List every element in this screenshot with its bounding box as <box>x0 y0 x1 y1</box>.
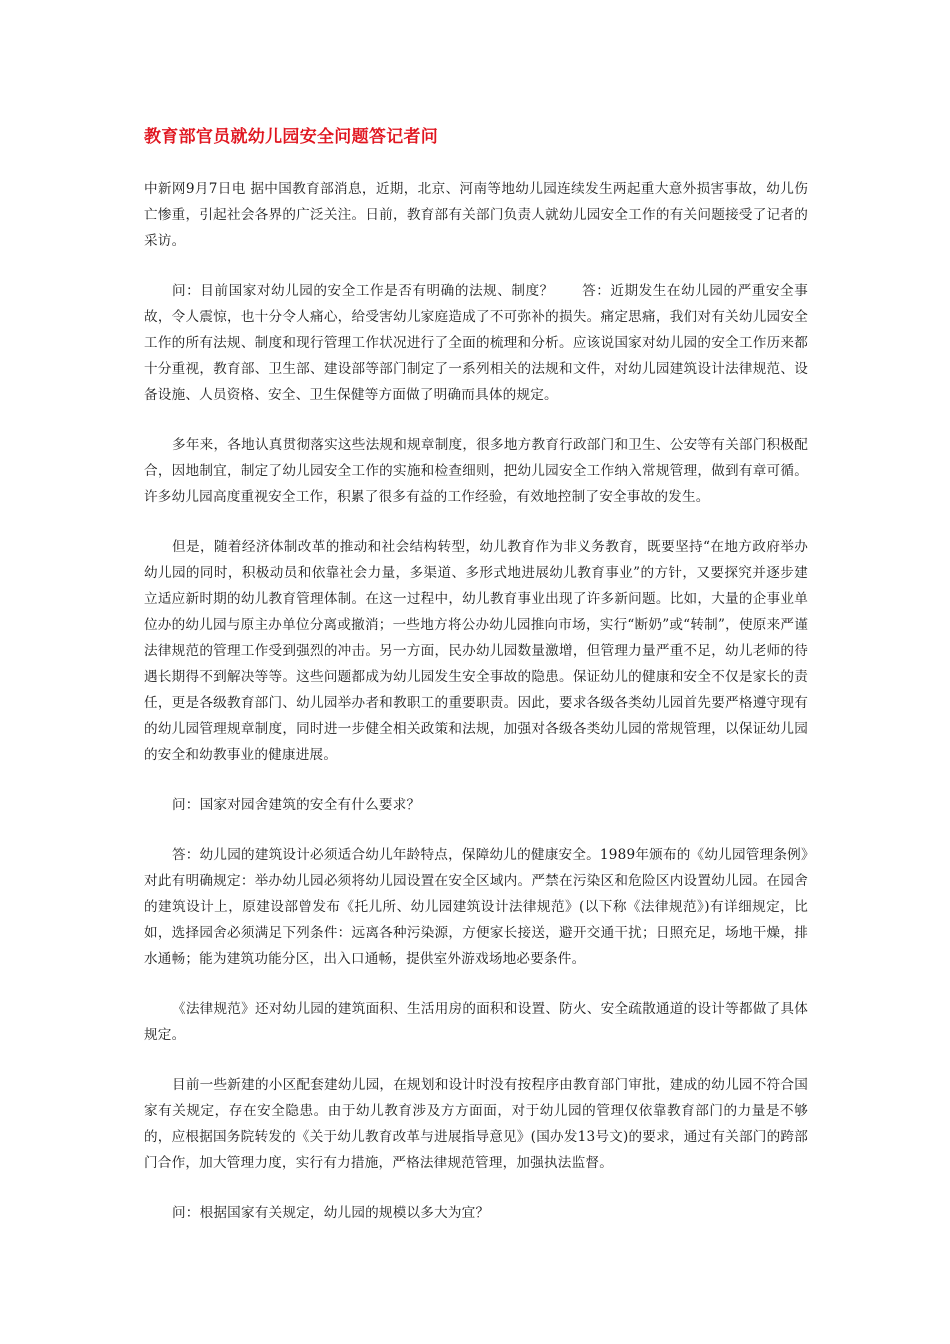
article-title: 教育部官员就幼儿园安全问题答记者问 <box>144 127 439 147</box>
paragraph-implementation: 多年来，各地认真贯彻落实这些法规和规章制度，很多地方教育行政部门和卫生、公安等有关部门积极配合，因地制宜，制定了幼儿园安全工作的实施和检查细则，把幼儿园安全工作纳入常规管理，做到有章可循。许多幼儿园高度重视安全工作，积累了很多有益的工作经验，有效地控制了安全事故的发生。 <box>144 437 808 505</box>
paragraph-lead: 中新网9月7日电 据中国教育部消息，近期，北京、河南等地幼儿园连续发生两起重大意外损害事故，幼儿伤亡惨重，引起社会各界的广泛关注。日前，教育部有关部门负责人就幼儿园安全工作的有关问题接受了记者的采访。 <box>144 181 808 249</box>
paragraph-standards: 《法律规范》还对幼儿园的建筑面积、生活用房的面积和设置、防火、安全疏散通道的设计等都做了具体规定。 <box>144 1001 808 1043</box>
paragraph-q1-answer: 问：目前国家对幼儿园的安全工作是否有明确的法规、制度？ 答：近期发生在幼儿园的严重安全事故，令人震惊，也十分令人痛心，给受害幼儿家庭造成了不可弥补的损失。痛定思痛，我们对有关幼儿园安全工作的所有法规、制度和现行管理工作状况进行了全面的梳理和分析。应该说国家对幼儿园的安全工作历来都十分重视，教育部、卫生部、建设部等部门制定了一系列相关的法规和文件，对幼儿园建筑设计法律规范、设备设施、人员资格、安全、卫生保健等方面做了明确而具体的规定。 <box>144 283 808 403</box>
paragraph-q2-answer: 答：幼儿园的建筑设计必须适合幼儿年龄特点，保障幼儿的健康安全。1989年颁布的《幼儿园管理条例》对此有明确规定：举办幼儿园必须将幼儿园设置在安全区域内。严禁在污染区和危险区内设置幼儿园。在园舍的建筑设计上，原建设部曾发布《托儿所、幼儿园建筑设计法律规范》(以下称《法律规范》)有详细规定，比如，选择园舍必须满足下列条件：远离各种污染源，方便家长接送，避开交通干扰；日照充足，场地干燥，排水通畅；能为建筑功能分区，出入口通畅，提供室外游戏场地必要条件。 <box>144 847 808 967</box>
paragraph-q2: 问：国家对园舍建筑的安全有什么要求？ <box>172 797 421 813</box>
paragraph-problems: 但是，随着经济体制改革的推动和社会结构转型，幼儿教育作为非义务教育，既要坚持“在地方政府举办幼儿园的同时，积极动员和依靠社会力量，多渠道、多形式地进展幼儿教育事业”的方针，又要探究并逐步建立适应新时期的幼儿教育管理体制。在这一过程中，幼儿教育事业出现了许多新问题。比如，大量的企事业单位办的幼儿园与原主办单位分离或撤消；一些地方将公办幼儿园推向市场，实行“断奶”或“转制”，使原来严谨法律规范的管理工作受到强烈的冲击。另一方面，民办幼儿园数量激增，但管理力量严重不足，幼儿老师的待遇长期得不到解决等等。这些问题都成为幼儿园发生安全事故的隐患。保证幼儿的健康和安全不仅是家长的责任，更是各级教育部门、幼儿园举办者和教职工的重要职责。因此，要求各级各类幼儿园首先要严格遵守现有的幼儿园管理规章制度，同时进一步健全相关政策和法规，加强对各级各类幼儿园的常规管理，以保证幼儿园的安全和幼教事业的健康进展。 <box>144 539 808 763</box>
document-page <box>144 124 808 1250</box>
paragraph-q3: 问：根据国家有关规定，幼儿园的规模以多大为宜？ <box>172 1205 490 1221</box>
paragraph-new-kindergartens: 目前一些新建的小区配套建幼儿园，在规划和设计时没有按程序由教育部门审批，建成的幼儿园不符合国家有关规定，存在安全隐患。由于幼儿教育涉及方方面面，对于幼儿园的管理仅依靠教育部门的力量是不够的，应根据国务院转发的《关于幼儿教育改革与进展指导意见》(国办发13号文)的要求，通过有关部门的跨部门合作，加大管理力度，实行有力措施，严格法律规范管理，加强执法监督。 <box>144 1077 808 1171</box>
